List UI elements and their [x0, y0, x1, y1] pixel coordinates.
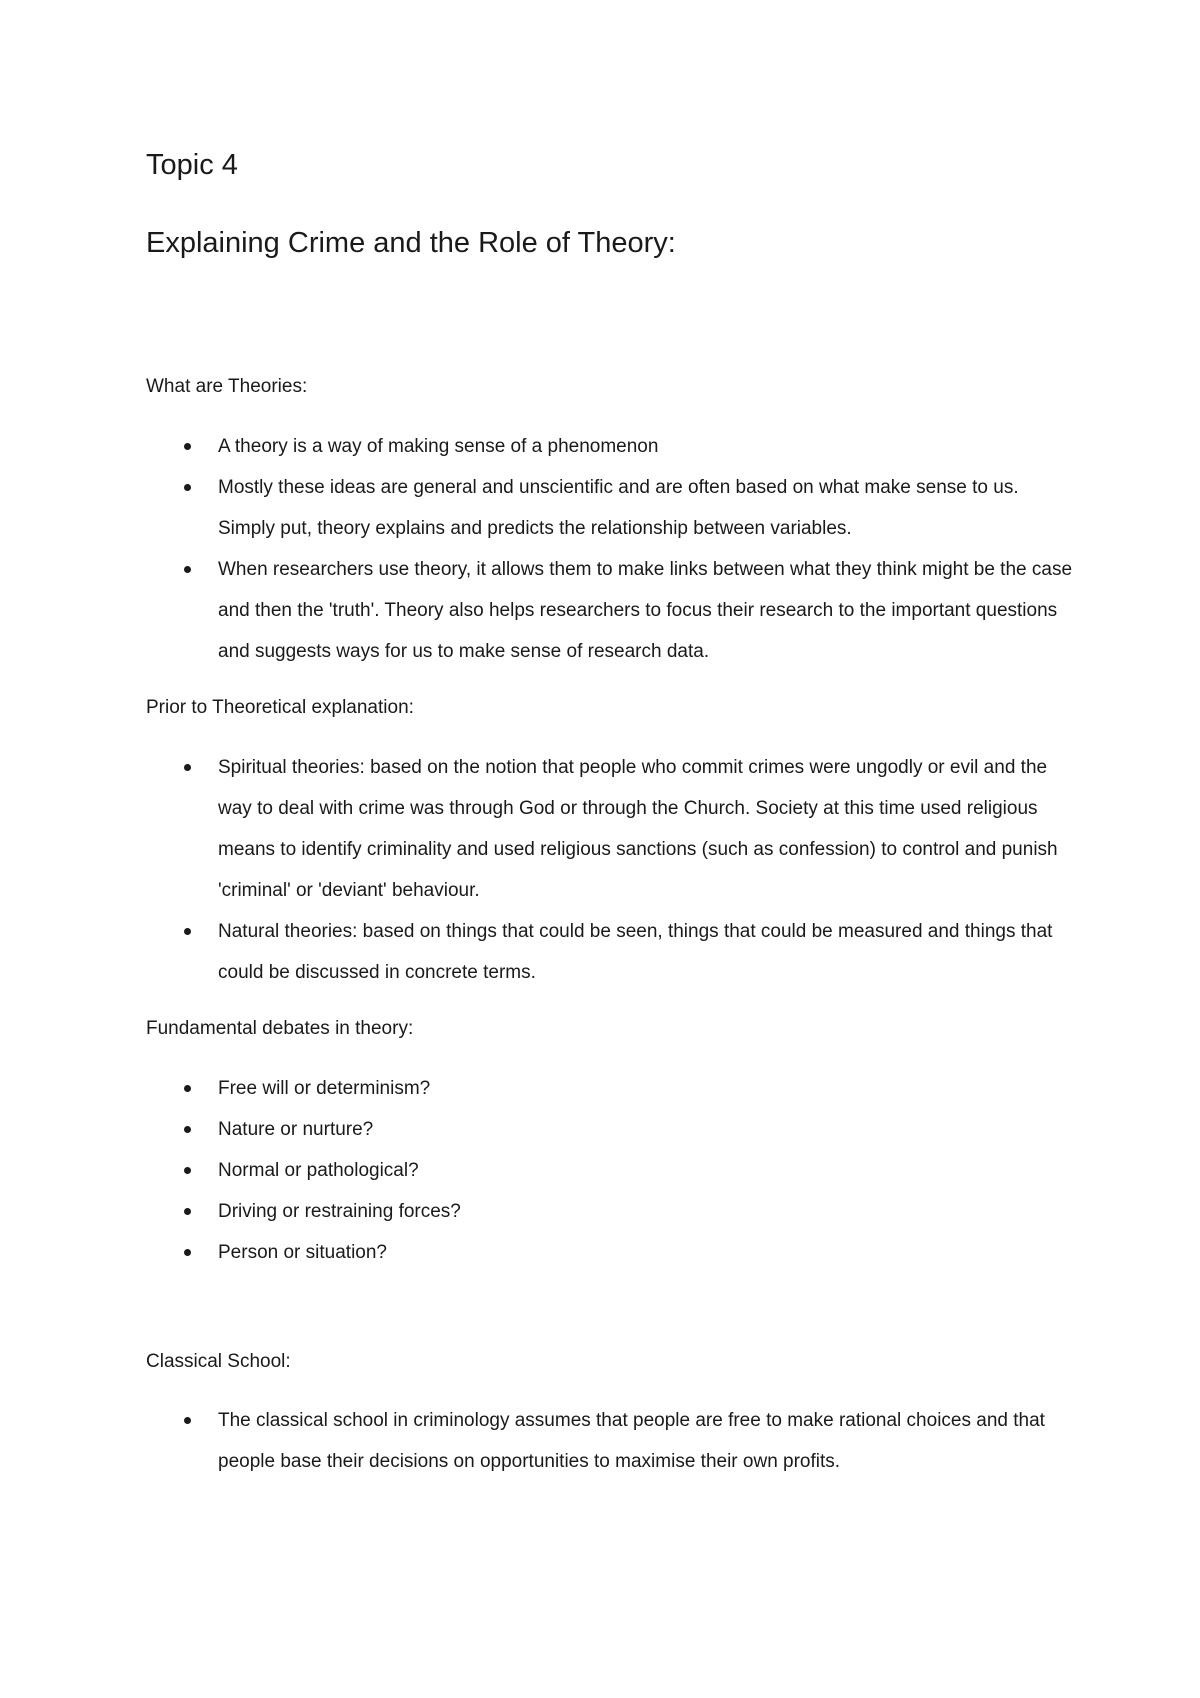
list-item-text: Free will or determinism?	[218, 1078, 431, 1099]
bullet-list-prior-to-theoretical	[146, 747, 1076, 993]
section-heading-fundamental-debates: Fundamental debates in theory:	[146, 1018, 414, 1039]
bullet-icon	[184, 484, 191, 491]
list-item-text: Natural theories: based on things that could be seen, things that could be measured and things that could be discussed in concrete terms.	[218, 921, 1053, 983]
bullet-icon	[184, 928, 191, 935]
section-heading-prior-to-theoretical: Prior to Theoretical explanation:	[146, 697, 414, 718]
list-item	[146, 1109, 1076, 1150]
bullet-list-fundamental-debates	[146, 1068, 1076, 1273]
list-item	[146, 1400, 1076, 1482]
bullet-icon	[184, 443, 191, 450]
bullet-icon	[184, 764, 191, 771]
list-item	[146, 1191, 1076, 1232]
bullet-icon	[184, 1208, 191, 1215]
bullet-icon	[184, 1167, 191, 1174]
list-item	[146, 1232, 1076, 1273]
bullet-list-classical-school	[146, 1400, 1076, 1482]
list-item-text: Person or situation?	[218, 1242, 387, 1263]
page-title: Topic 4	[146, 149, 238, 181]
bullet-icon	[184, 1085, 191, 1092]
section-heading-classical-school: Classical School:	[146, 1351, 291, 1372]
list-item	[146, 467, 1076, 549]
bullet-icon	[184, 1126, 191, 1133]
list-item	[146, 911, 1076, 993]
section-heading-what-are-theories: What are Theories:	[146, 376, 308, 397]
list-item-text: Nature or nurture?	[218, 1119, 374, 1140]
list-item-text: A theory is a way of making sense of a phenomenon	[218, 436, 659, 457]
list-item-text: Mostly these ideas are general and unscientific and are often based on what make sense to us. Simply put, theory explains and predicts the relationship between variables.	[218, 477, 1019, 539]
list-item	[146, 426, 1076, 467]
page-subtitle: Explaining Crime and the Role of Theory:	[146, 227, 676, 259]
list-item-text: Driving or restraining forces?	[218, 1201, 461, 1222]
list-item-text: Normal or pathological?	[218, 1160, 419, 1181]
list-item-text: The classical school in criminology assumes that people are free to make rational choices and that people base their decisions on opportunities to maximise their own profits.	[218, 1410, 1045, 1472]
list-item	[146, 549, 1076, 672]
list-item	[146, 1068, 1076, 1109]
list-item	[146, 1150, 1076, 1191]
list-item	[146, 747, 1076, 911]
bullet-icon	[184, 1249, 191, 1256]
list-item-text: When researchers use theory, it allows them to make links between what they think might be the case and then the 'truth'. Theory also helps researchers to focus their research to the important questions and suggests ways for us to make sense of research data.	[218, 559, 1073, 662]
bullet-list-what-are-theories	[146, 426, 1076, 672]
list-item-text: Spiritual theories: based on the notion that people who commit crimes were ungodly or evil and the way to deal with crime was through God or through the Church. Society at this time used religious means to identify criminality and used religious sanctions (such as confession) to control and punish 'criminal' or 'deviant' behaviour.	[218, 757, 1058, 901]
bullet-icon	[184, 566, 191, 573]
bullet-icon	[184, 1417, 191, 1424]
